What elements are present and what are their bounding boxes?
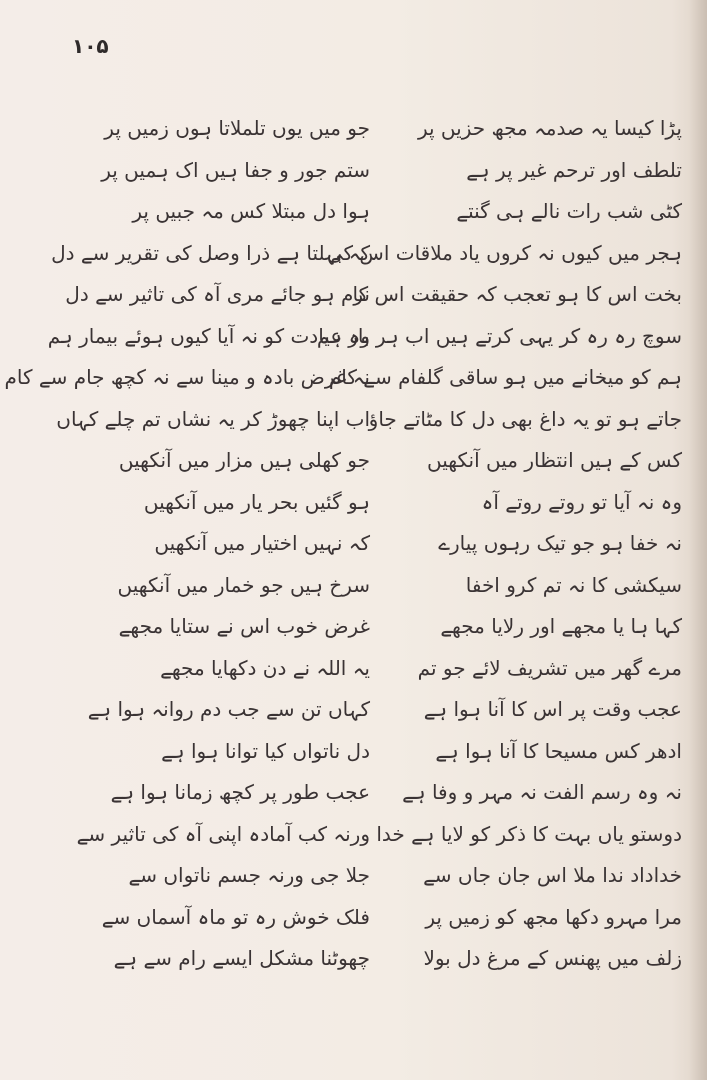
verse-line: دل ناتواں کیا توانا ہوا ہے [161,738,370,763]
page-number: ۱۰۵ [72,34,109,58]
verse-line: سوچ رہ رہ کر یہی کرتے ہیں اب ہر بار ہم [316,323,682,348]
verse-line: اب اپنا چھوڑ کر یہ نشاں تم چلے کہاں [56,406,370,431]
left-verse-column [4,108,370,980]
verse-line: مرے گھر میں تشریف لائے جو تم [417,655,682,680]
right-verse-column [316,108,682,980]
verse-line: سیکشی کا نہ تم کرو اخفا [465,572,682,597]
verse-line: کٹی شب رات نالے ہی گنتے [456,199,682,223]
verse-line: نہ خفا ہو جو تیک رہوں پیارے [438,531,682,555]
verse-line: ہجر میں کیوں نہ کروں یاد ملاقات اس کی [326,240,682,265]
verse-line: چھوٹنا مشکل ایسے رام سے ہے [113,946,370,970]
page-edge-shadow [689,0,707,1080]
verse-line: ہم کو میخانے میں ہو ساقی گلفام سے کام [328,365,682,389]
verse-line: جو میں یوں تلملاتا ہوں زمیں پر [104,116,370,140]
verse-line: جاتے ہو تو یہ داغ بھی دل کا مٹاتے جاؤ [368,406,682,431]
verse-line: ہوا دل مبتلا کس مہ جبیں پر [132,199,370,223]
verse-line: تلطف اور ترحم غیر پر ہے [466,157,682,182]
verse-line: نرم ہو جائے مری آہ کی تاثیر سے دل [65,282,370,306]
verse-line: کہا ہا یا مجھے اور رلایا مجھے [440,614,682,638]
verse-line: جو کھلی ہیں مزار میں آنکھیں [118,448,370,472]
verse-line: عجب وقت پر اس کا آنا ہوا ہے [423,697,682,721]
verse-line: کہاں تن سے جب دم روانہ ہوا ہے [87,697,370,721]
verse-line: نہ غرض بادہ و مینا سے نہ کچھ جام سے کام [4,365,370,389]
verse-line: ہو گئیں بحر یار میں آنکھیں [143,489,370,514]
verse-line: کس کے ہیں انتظار میں آنکھیں [427,448,682,472]
verse-line: خداداد ندا ملا اس جان جاں سے [423,863,682,887]
verse-line: پڑا کیسا یہ صدمہ مجھ حزیں پر [417,116,682,140]
verse-line: ستم جور و جفا ہیں اک ہمیں پر [101,157,370,182]
verse-line: جلا جی ورنہ جسم ناتواں سے [128,863,370,887]
verse-line: زلف میں پھنس کے مرغ دل بولا [423,946,682,970]
verse-line: عجب طور پر کچھ زمانا ہوا ہے [110,780,370,804]
verse-line: فلک خوش رہ تو ماہ آسماں سے [101,904,370,929]
verse-line: بخت اس کا ہو تعجب کہ حقیقت اس کا [352,282,682,306]
verse-line: سرخ ہیں جو خمار میں آنکھیں [117,572,370,597]
verse-line: وہ نہ آیا تو روتے روتے آہ [481,489,682,514]
verse-line: نہ وہ رسم الفت نہ مہر و وفا ہے [402,780,682,804]
verse-line: ادھر کس مسیحا کا آنا ہوا ہے [435,738,682,763]
verse-line: دوستو یاں بہت کا ذکر کو لایا ہے خدا [376,821,682,846]
verse-line: غرض خوب اس نے ستایا مجھے [118,614,370,638]
verse-line: کہ نہیں اختیار میں آنکھیں [154,531,370,555]
verse-line: وہ عیادت کو نہ آیا کیوں ہوئے بیمار ہم [47,323,370,348]
verse-line: یہ اللہ نے دن دکھایا مجھے [160,655,370,680]
verse-line: ورنہ کب آمادہ اپنی آہ کی تاثیر سے [76,821,370,846]
verse-line: مرا مہرو دکھا مجھ کو زمیں پر [425,904,682,929]
verse-line: کہ بہلتا ہے ذرا وصل کی تقریر سے دل [51,240,370,265]
